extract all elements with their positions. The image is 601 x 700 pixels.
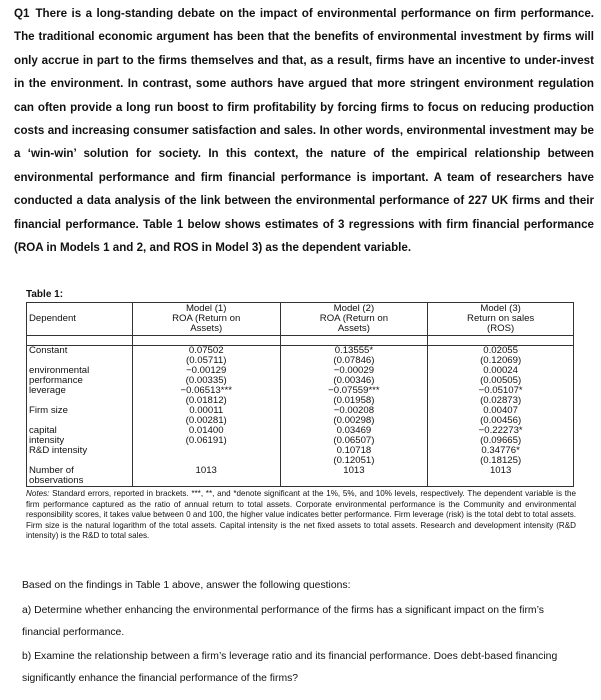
cell-m1 — [132, 476, 280, 487]
header-dependent: Dependent — [27, 303, 133, 336]
row-label: environmental — [27, 366, 133, 376]
row-label: Number of — [27, 466, 133, 476]
row-label: intensity — [27, 436, 133, 446]
header-model-1 — [132, 303, 280, 336]
cell-m2: (0.00298) — [280, 416, 428, 426]
table-row — [27, 476, 574, 487]
header-m2-line1: Model (2) — [333, 303, 375, 314]
cell-m2: 1013 — [280, 466, 428, 476]
table-title: Table 1: — [26, 289, 64, 300]
question-part-a: a) Determine whether enhancing the environmental performance of the firms has a significant impact on the firm’s financial performance. — [22, 605, 544, 638]
cell-m1: (0.05711) — [132, 356, 280, 366]
table-notes — [26, 489, 576, 542]
cell-m2: −0.00208 — [280, 406, 428, 416]
cell-m2: 0.03469 — [280, 426, 428, 436]
cell-m2: 0.13555* — [280, 346, 428, 357]
cell-m3: (0.12069) — [428, 356, 574, 366]
cell-m1: 1013 — [132, 466, 280, 476]
header-model-2 — [280, 303, 428, 336]
cell-m2: (0.01958) — [280, 396, 428, 406]
cell-m3: 0.02055 — [428, 346, 574, 357]
row-label: leverage — [27, 386, 133, 396]
cell-m2: (0.06507) — [280, 436, 428, 446]
cell-m2 — [280, 476, 428, 487]
table-row — [27, 466, 574, 476]
cell-m3: 0.00407 — [428, 406, 574, 416]
row-label: R&D intensity — [27, 446, 133, 456]
question-body: There is a long-standing debate on the impact of environmental performance on firm performance. The traditional economic argument has been that the benefits of environmental investment by firms will only accrue in part to the firms themselves and that, as a result, firms have an incentive to under-invest in the environment. In contrast, some authors have argued that more stringent environment regulation can often provide a long run boost to firm profitability by forcing firms to focus on reducing production costs and increasing consumer satisfaction and sales. In other words, environmental investment may be a ‘win-win’ solution for society. In this context, the nature of the empirical relationship between environmental performance and firm financial performance is important. A team of researchers have conducted a data analysis of the link between the environmental performance of 227 UK firms and their financial performance. Table 1 below shows estimates of 3 regressions with firm financial performance (ROA in Models 1 and 2, and ROS in Model 3) as the dependent variable. — [14, 7, 594, 255]
cell-m2: (0.07846) — [280, 356, 428, 366]
cell-m3: (0.18125) — [428, 456, 574, 466]
cell-m2: (0.00346) — [280, 376, 428, 386]
cell-m3 — [428, 476, 574, 487]
header-m2-line3: Assets) — [337, 323, 370, 334]
row-label: Firm size — [27, 406, 133, 416]
cell-m1: (0.00281) — [132, 416, 280, 426]
cell-m2: 0.10718 — [280, 446, 428, 456]
cell-m3: 0.34776* — [428, 446, 574, 456]
row-label: observations — [27, 476, 133, 487]
cell-m3: (0.09665) — [428, 436, 574, 446]
cell-m1: 0.00011 — [132, 406, 280, 416]
row-label: capital — [27, 426, 133, 436]
cell-m3: −0.22273* — [428, 426, 574, 436]
cell-m3: 0.00024 — [428, 366, 574, 376]
header-m3-line2: Return on sales — [467, 313, 535, 324]
cell-m3: −0.05107* — [428, 386, 574, 396]
cell-m1: −0.06513*** — [132, 386, 280, 396]
table-spacer-row — [27, 336, 574, 346]
header-m1-line3: Assets) — [190, 323, 223, 334]
regression-table — [26, 302, 574, 487]
cell-m3: (0.02873) — [428, 396, 574, 406]
question-number: Q1 — [14, 7, 30, 20]
question-text — [14, 2, 594, 259]
cell-m1: (0.00335) — [132, 376, 280, 386]
cell-m1: 0.07502 — [132, 346, 280, 357]
question-part-b: b) Examine the relationship between a firm’s leverage ratio and its financial performance. Does debt-based financing significantly enhance the financial performance of the firms? — [22, 651, 558, 684]
cell-m2: (0.12051) — [280, 456, 428, 466]
cell-m1: (0.06191) — [132, 436, 280, 446]
cell-m1 — [132, 446, 280, 456]
cell-m3: (0.00505) — [428, 376, 574, 386]
header-model-3 — [428, 303, 574, 336]
table-header-row — [27, 303, 574, 336]
cell-m1: −0.00129 — [132, 366, 280, 376]
cell-m2: −0.07559*** — [280, 386, 428, 396]
notes-text: Standard errors, reported in brackets. ***, **, and *denote significant at the 1%, 5%, and 10% levels, respectively. The dependent variable is the firm performance captured as the ratio of annual return to total assets. Corporate environmental performance is the Community and environmental responsibility scores, it takes value between 0 and 100, the higher value indicates better performance. Firm leverage (risk) is the total debt to total assets. Firm size is the natural logarithm of the total assets. Capital intensity is the net fixed assets to total assets. Research and development intensity (R&D intensity) is the R&D to total sales. — [26, 489, 577, 540]
cell-m1: 0.01400 — [132, 426, 280, 436]
row-label: performance — [27, 376, 133, 386]
header-m2-line2: ROA (Return on — [319, 313, 389, 324]
cell-m3: 1013 — [428, 466, 574, 476]
header-m1-line2: ROA (Return on — [172, 313, 241, 324]
header-m3-line3: (ROS) — [487, 323, 515, 334]
cell-m2: −0.00029 — [280, 366, 428, 376]
header-m1-line1: Model (1) — [185, 303, 227, 314]
row-label: Constant — [27, 346, 133, 357]
questions-prompt: Based on the findings in Table 1 above, answer the following questions: — [22, 580, 351, 591]
cell-m3: (0.00456) — [428, 416, 574, 426]
notes-label: Notes: — [26, 489, 50, 498]
cell-m1: (0.01812) — [132, 396, 280, 406]
header-m3-line1: Model (3) — [480, 303, 521, 314]
